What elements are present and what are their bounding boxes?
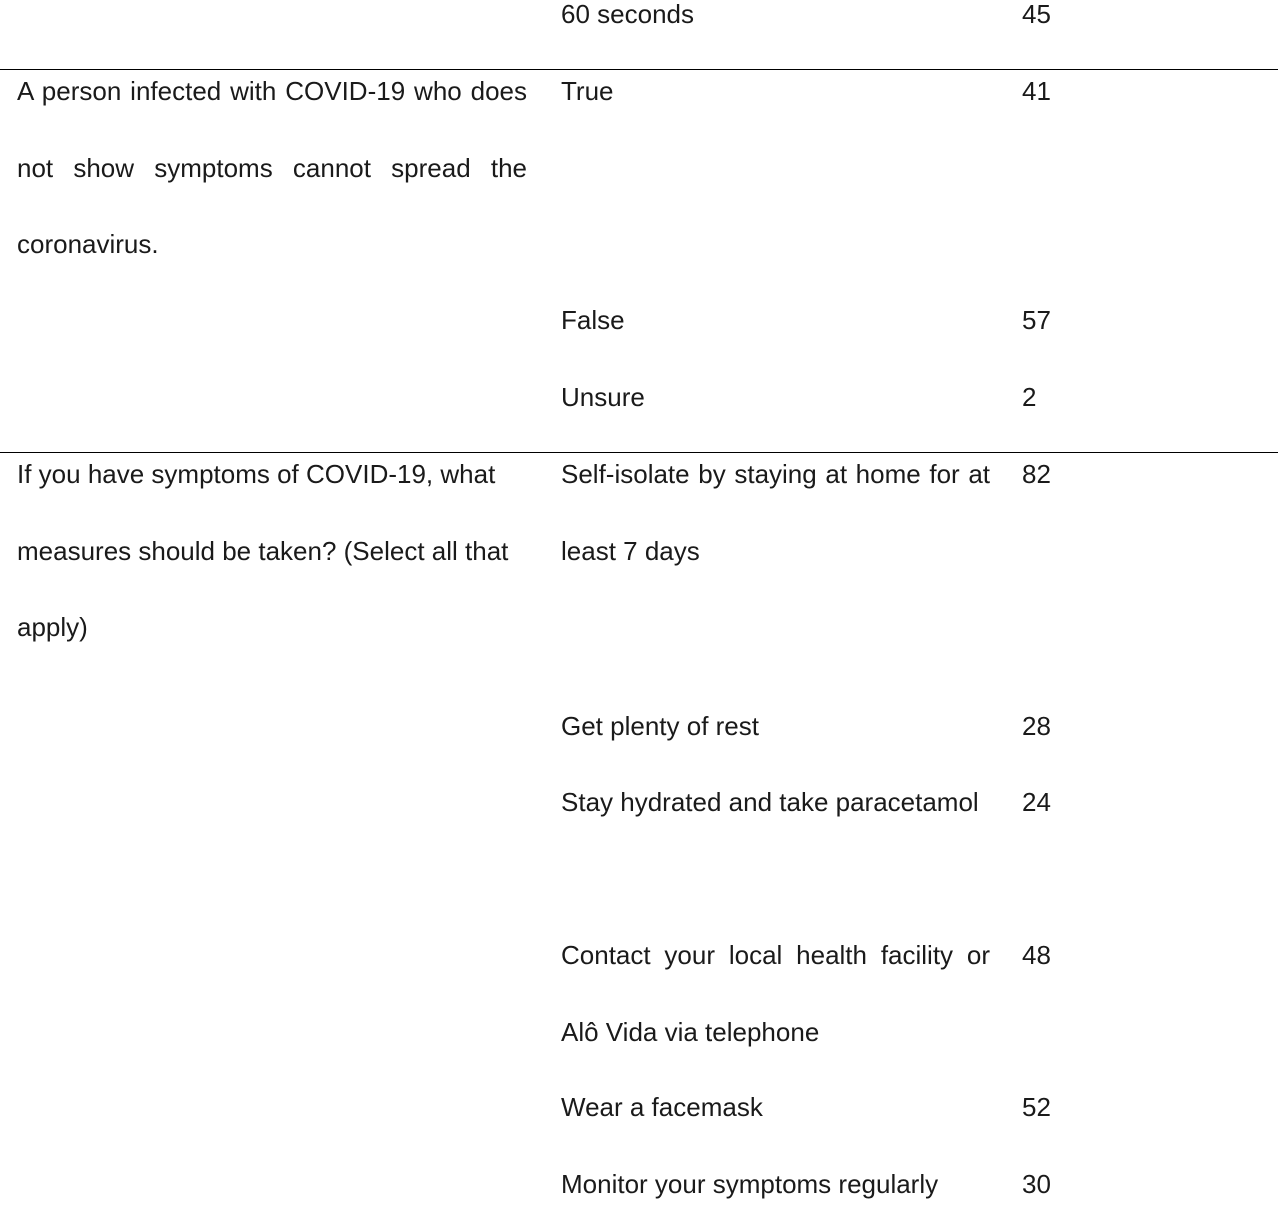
answer-60-seconds: 60 seconds bbox=[561, 0, 694, 29]
answer-rest: Get plenty of rest bbox=[561, 711, 759, 741]
answer-facemask: Wear a facemask bbox=[561, 1092, 763, 1122]
question-symptom-measures: If you have symptoms of COVID-19, what measures should be taken? (Select all that apply) bbox=[17, 459, 509, 642]
percent-true: 41 bbox=[1022, 76, 1051, 106]
percent-unsure: 2 bbox=[1022, 382, 1037, 412]
percent-60-seconds: 45 bbox=[1022, 0, 1051, 29]
answer-hydrated: Stay hydrated and take paracetamol bbox=[561, 787, 979, 817]
percent-facemask: 52 bbox=[1022, 1092, 1051, 1122]
percent-self-isolate: 82 bbox=[1022, 459, 1051, 489]
answer-contact-health-facility: Contact your local health facility or Alô Vida via telephone bbox=[561, 940, 990, 1047]
answer-unsure: Unsure bbox=[561, 382, 645, 412]
percent-rest: 28 bbox=[1022, 711, 1051, 741]
percent-monitor-symptoms: 30 bbox=[1022, 1169, 1051, 1199]
percent-false: 57 bbox=[1022, 305, 1051, 335]
percent-hydrated: 24 bbox=[1022, 787, 1051, 817]
answer-self-isolate: Self-isolate by staying at home for at least 7 days bbox=[561, 459, 990, 566]
answer-false: False bbox=[561, 305, 625, 335]
question-asymptomatic-spread: A person infected with COVID-19 who does not show symptoms cannot spread the coronavirus. bbox=[17, 76, 527, 259]
answer-true: True bbox=[561, 76, 614, 106]
answer-monitor-symptoms: Monitor your symptoms regularly bbox=[561, 1169, 939, 1199]
percent-contact-health-facility: 48 bbox=[1022, 940, 1051, 970]
